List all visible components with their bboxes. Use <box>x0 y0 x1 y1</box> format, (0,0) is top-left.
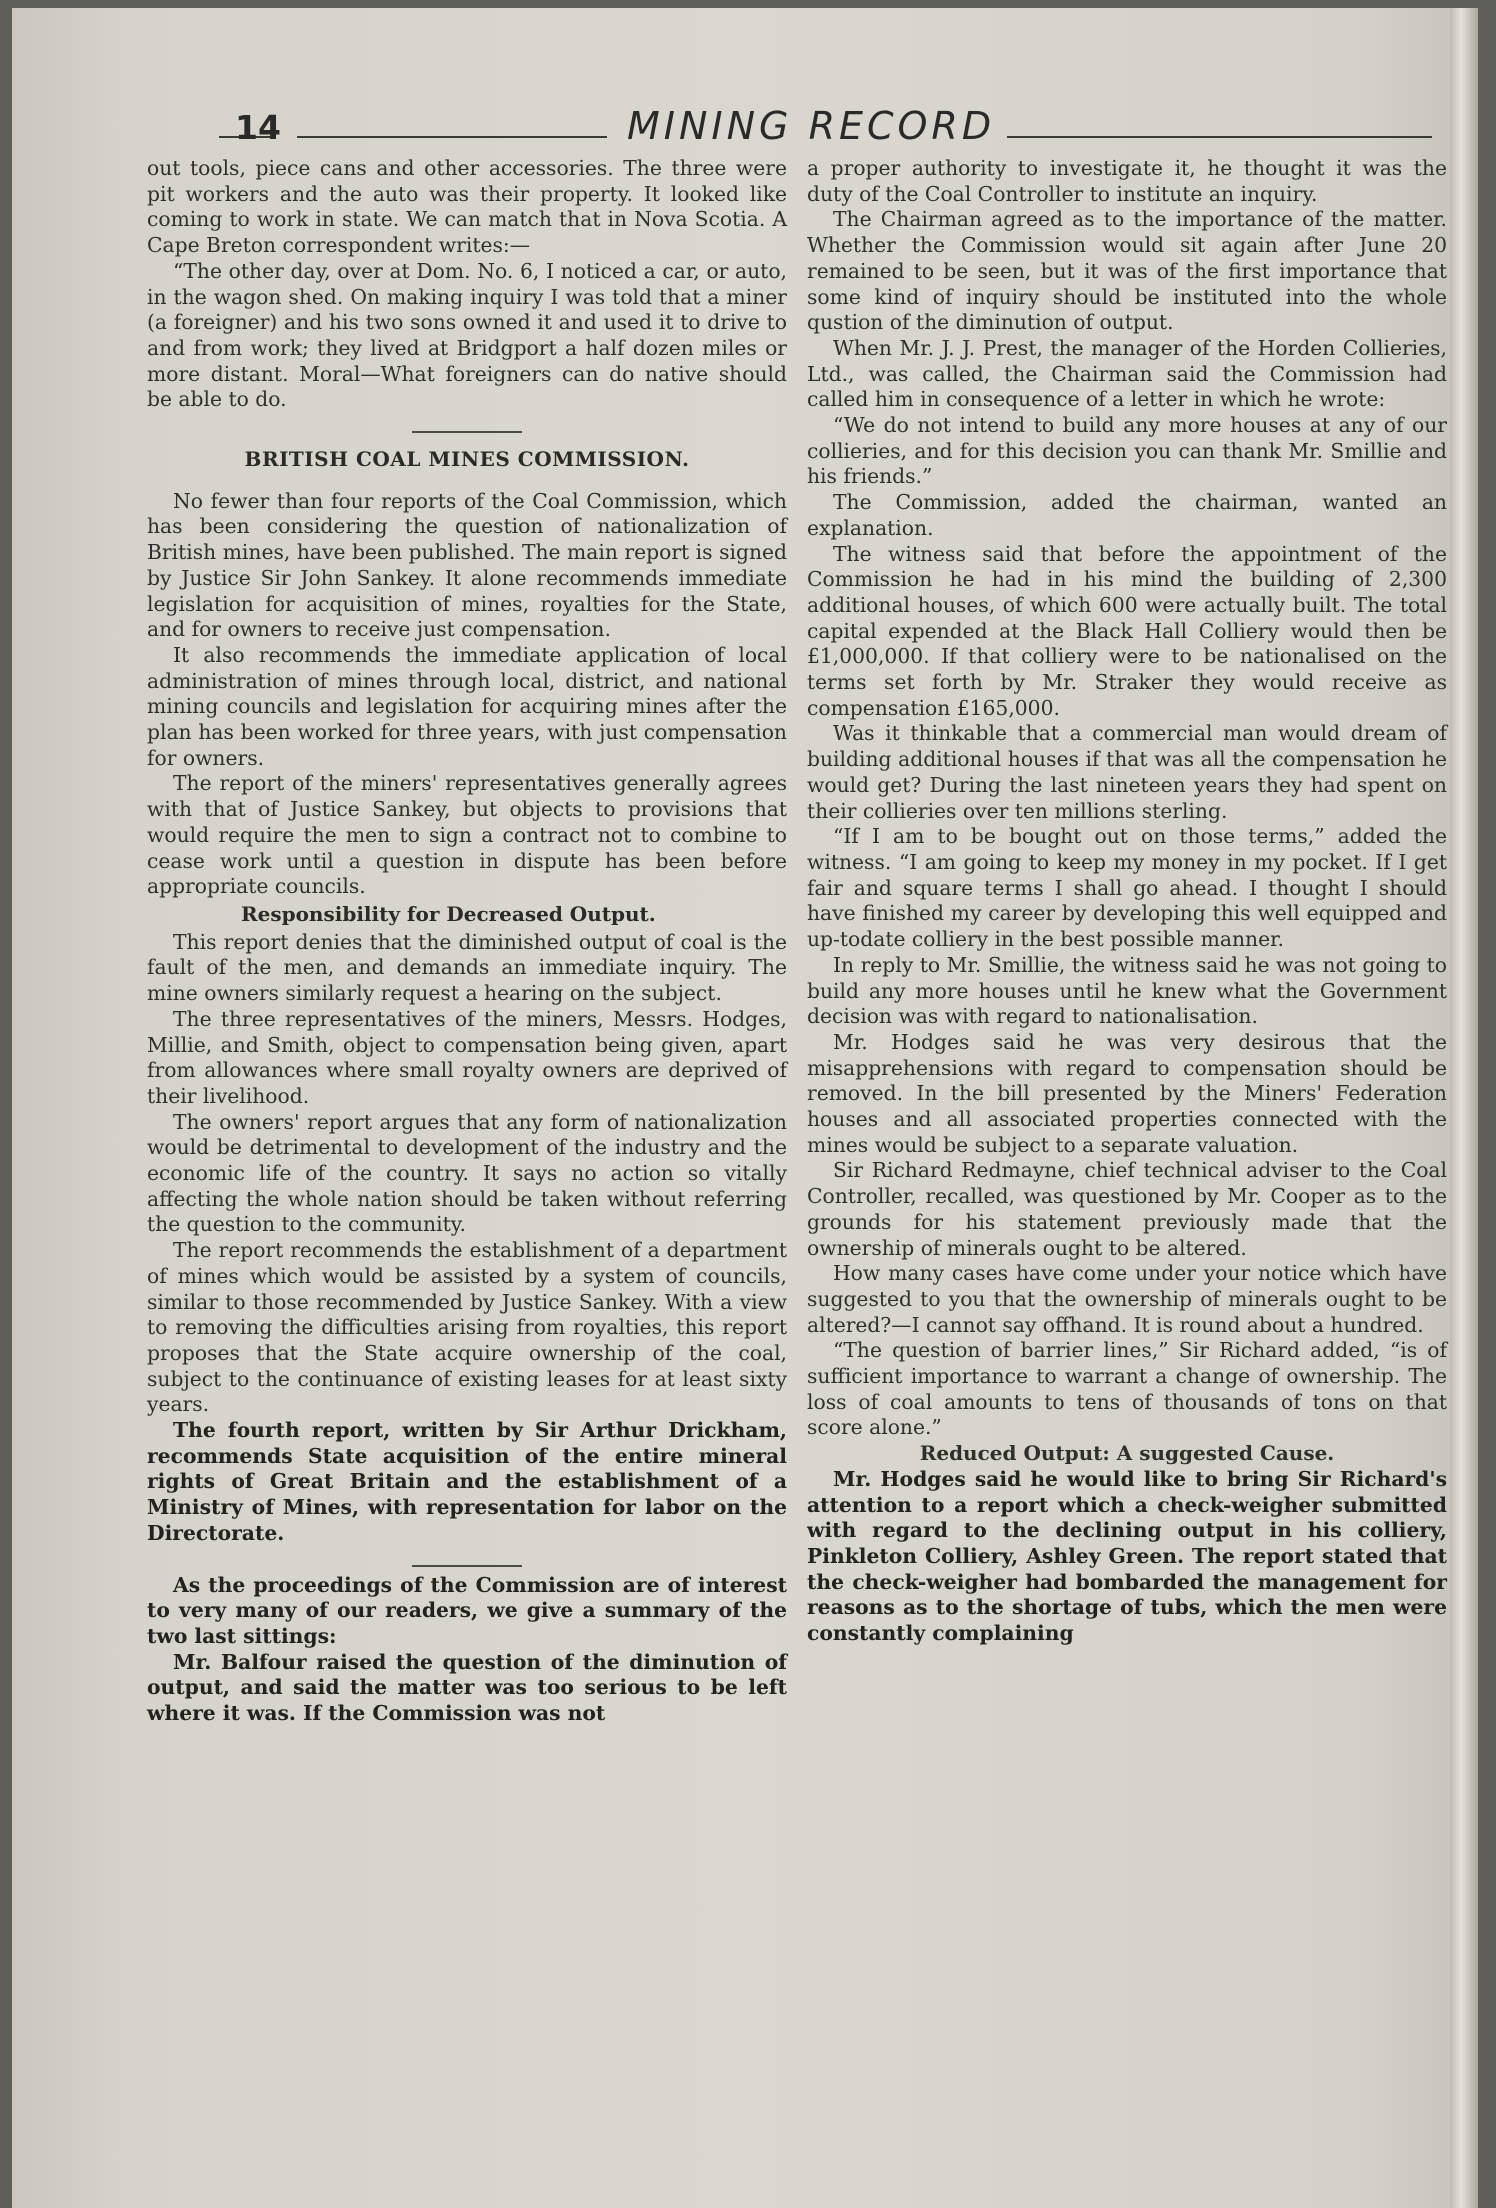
paragraph: “We do not intend to build any more houses at any of our collieries, and for this decision you can thank Mr. Smillie and his friends.” <box>807 413 1447 489</box>
paragraph: Mr. Hodges said he would like to bring Sir Richard's attention to a report which a check-weigher submitted with regard to the declining output in his colliery, Pinkleton Colliery, Ashley Green. The report stated that the check-weigher had bombarded the management for reasons as to the shortage of tubs, which the men were constantly complaining <box>807 1466 1447 1646</box>
right-column <box>807 156 1447 1647</box>
paragraph: The Chairman agreed as to the importance of the matter. Whether the Commission would sit again after June 20 remained to be seen, but it was of the first importance that some kind of inquiry should be instituted into the whole qustion of the diminution of output. <box>807 207 1447 335</box>
paragraph: a proper authority to investigate it, he thought it was the duty of the Coal Controller to institute an inquiry. <box>807 156 1447 206</box>
article-heading: BRITISH COAL MINES COMMISSION. <box>244 447 690 472</box>
paragraph: Mr. Balfour raised the question of the diminution of output, and said the matter was too serious to be left where it was. If the Commission was not <box>147 1649 787 1726</box>
paragraph: Was it thinkable that a commercial man would dream of building additional houses if that was all the compensation he would get? During the last nineteen years they had spent on their collieries over ten millions sterling. <box>807 721 1447 823</box>
section-divider <box>412 431 522 433</box>
paragraph: Sir Richard Redmayne, chief technical adviser to the Coal Controller, recalled, was questioned by Mr. Cooper as to the grounds for his statement previously made that the ownership of minerals ought to be altered. <box>807 1158 1447 1260</box>
scanned-page <box>12 8 1478 2208</box>
header-rule-mid-left <box>297 136 607 138</box>
page-number: 14 <box>235 108 281 147</box>
publication-title: MINING RECORD <box>627 104 996 148</box>
paragraph: The report recommends the establishment of a department of mines which would be assisted by a system of councils, similar to those recommended by Justice Sankey. With a view to removing the difficulties arising from royalties, this report proposes that the State acquire ownership of the coal, subject to the continuance of existing leases for at least sixty years. <box>147 1238 787 1417</box>
paragraph: In reply to Mr. Smillie, the witness said he was not going to build any more houses until he knew what the Government decision was with regard to nationalisation. <box>807 952 1447 1029</box>
paragraph: The owners' report argues that any form of nationalization would be detrimental to development of the industry and the economic life of the country. It says no action so vitally affecting the whole nation should be taken without referring the question to the community. <box>147 1109 787 1237</box>
paragraph: out tools, piece cans and other accessories. The three were pit workers and the auto was their property. It looked like coming to work in state. We can match that in Nova Scotia. A Cape Breton correspondent writes:— <box>147 156 787 258</box>
section-divider <box>412 1565 522 1567</box>
paragraph: The witness said that before the appointment of the Commission he had in his mind the building of 2,300 additional houses, of which 600 were actually built. The total capital expended at the Black Hall Colliery would then be £1,000,000. If that colliery were to be nationalised on the terms set forth by Mr. Straker they would receive as compensation £165,000. <box>807 541 1447 720</box>
subheading: Responsibility for Decreased Output. <box>241 901 656 926</box>
paragraph: This report denies that the diminished output of coal is the fault of the men, and demands an immediate inquiry. The mine owners similarly request a hearing on the subject. <box>147 929 787 1006</box>
paragraph: The report of the miners' representatives generally agrees with that of Justice Sankey, but objects to provisions that would require the men to sign a contract not to combine to cease work until a question in dispute has been before appropriate councils. <box>147 771 787 899</box>
subheading: Reduced Output: A suggested Cause. <box>919 1441 1335 1466</box>
paragraph: The three representatives of the miners, Messrs. Hodges, Millie, and Smith, object to compensation being given, apart from allowances where small royalty owners are deprived of their livelihood. <box>147 1006 787 1108</box>
paragraph: As the proceedings of the Commission are of interest to very many of our readers, we give a summary of the two last sittings: <box>147 1572 787 1648</box>
paragraph: No fewer than four reports of the Coal Commission, which has been considering the question of nationalization of British mines, have been published. The main report is signed by Justice Sir John Sankey. It alone recommends immediate legislation for acquisition of mines, royalties for the State, and for owners to receive just compensation. <box>147 488 787 642</box>
left-column <box>147 156 787 1727</box>
paragraph: “The other day, over at Dom. No. 6, I noticed a car, or auto, in the wagon shed. On making inquiry I was told that a miner (a foreigner) and his two sons owned it and used it to drive to and from work; they lived at Bridgport a half dozen miles or more distant. Moral—What foreigners can do native should be able to do. <box>147 258 787 412</box>
page-header <box>147 104 1437 148</box>
page-edge <box>1450 8 1478 2208</box>
paragraph: “The question of barrier lines,” Sir Richard added, “is of sufficient importance to warrant a change of ownership. The loss of coal amounts to tens of thousands of tons on that score alone.” <box>807 1338 1447 1440</box>
paragraph: The Commission, added the chairman, wanted an explanation. <box>807 490 1447 540</box>
paragraph: Mr. Hodges said he was very desirous that the misapprehensions with regard to compensation should be removed. In the bill presented by the Miners' Federation houses and all associated properties connected with the mines would be subject to a separate valuation. <box>807 1029 1447 1157</box>
paragraph: “If I am to be bought out on those terms,” added the witness. “I am going to keep my money in my pocket. If I get fair and square terms I shall go ahead. I thought I should have finished my career by developing this well equipped and up-todate colliery in the best possible manner. <box>807 824 1447 952</box>
paragraph: How many cases have come under your notice which have suggested to you that the ownership of minerals ought to be altered?—I cannot say offhand. It is round about a hundred. <box>807 1261 1447 1337</box>
header-rule-right <box>1007 136 1432 138</box>
paragraph: When Mr. J. J. Prest, the manager of the Horden Collieries, Ltd., was called, the Chairman said the Commission had called him in consequence of a letter in which he wrote: <box>807 335 1447 412</box>
paragraph: It also recommends the immediate application of local administration of mines through local, district, and national mining councils and legislation for acquiring mines after the plan has been worked for three years, with just compensation for owners. <box>147 642 787 770</box>
paragraph: The fourth report, written by Sir Arthur Drickham, recommends State acquisition of the entire mineral rights of Great Britain and the establishment of a Ministry of Mines, with representation for labor on the Directorate. <box>147 1418 787 1545</box>
